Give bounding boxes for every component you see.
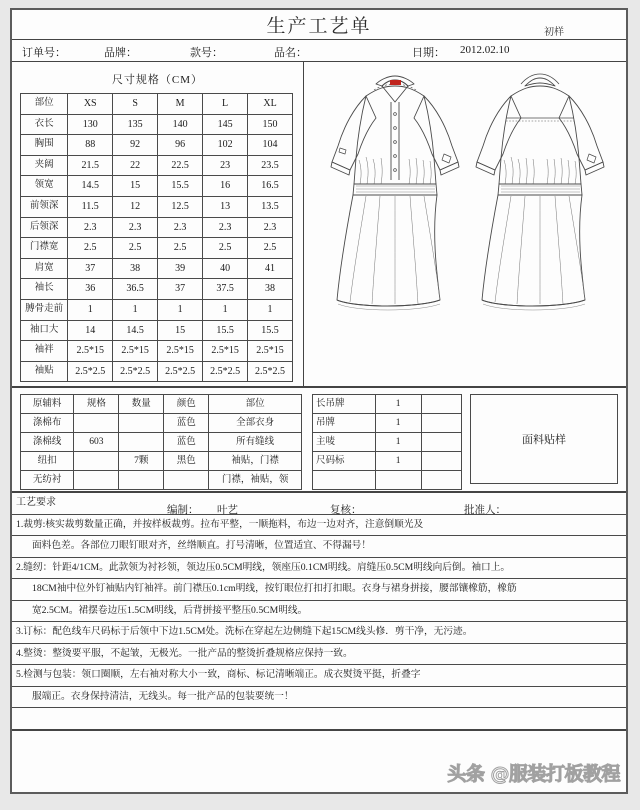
fabric-swatch-label: 面料贴样 [522,434,566,446]
spec-value-s: 135 [113,114,158,135]
label-note-cell [421,395,461,414]
spec-value-xs: 14.5 [68,176,113,197]
spec-row [21,299,293,320]
materials-spec-cell [74,414,119,433]
worksheet-page [10,8,628,794]
label-row [313,433,462,452]
spec-value-m: 12.5 [158,196,203,217]
materials-part-cell: 门襟，袖贴，领 [209,471,302,490]
spec-value-m: 15.5 [158,176,203,197]
materials-qty-cell [119,414,164,433]
materials-qty-cell: 7颗 [119,452,164,471]
materials-row [21,414,302,433]
materials-spec-cell [74,471,119,490]
spec-header-row [21,94,293,115]
spec-value-xl: 150 [248,114,293,135]
brand-label-accent [390,80,401,85]
order-no-label: 订单号： [22,47,66,59]
spec-value-l: 16 [203,176,248,197]
spec-value-s: 22 [113,155,158,176]
size-spec-table [20,93,293,382]
spec-part-label: 门襟宽 [21,238,68,259]
spec-row [21,279,293,300]
spec-value-l: 145 [203,114,248,135]
materials-color-cell [164,471,209,490]
process-line-row [12,708,626,730]
label-name-cell: 吊牌 [313,414,376,433]
spec-value-l: 1 [203,299,248,320]
process-line: 18CM袖中位外钉袖贴内钉袖袢。前门襟压0.1cm明线，按钉眼位打扣打扣眼。衣身与裙身拼接，腰部镶橡筋，橡筋 [12,579,626,601]
spec-part-label: 肩宽 [21,258,68,279]
spec-value-m: 15 [158,320,203,341]
spec-value-s: 14.5 [113,320,158,341]
spec-row [21,217,293,238]
process-line-row [12,643,626,665]
materials-name-cell: 纽扣 [21,452,74,471]
label-note-cell [421,414,461,433]
materials-color-cell: 蓝色 [164,433,209,452]
source-watermark: 头条 @服装打板教程 [447,763,620,785]
spec-row [21,176,293,197]
spec-value-xs: 2.5*15 [68,341,113,362]
spec-value-s: 2.5*15 [113,341,158,362]
spec-header-cell: L [203,94,248,115]
process-line: 面料色差。各部位刀眼钉眼对齐，丝绺顺直。打号清晰，位置适宜、不得漏号！ [12,536,626,558]
spec-part-label: 领宽 [21,176,68,197]
materials-header-cell: 数量 [119,395,164,414]
materials-name-cell: 无纺衬 [21,471,74,490]
spec-value-xl: 41 [248,258,293,279]
spec-value-xs: 1 [68,299,113,320]
label-note-cell [421,471,461,490]
spec-row [21,196,293,217]
process-heading: 工艺要求 [12,493,626,514]
spec-value-l: 102 [203,135,248,156]
materials-spec-cell [74,452,119,471]
spec-value-xs: 2.3 [68,217,113,238]
materials-qty-cell [119,471,164,490]
spec-value-xs: 36 [68,279,113,300]
spec-value-m: 37 [158,279,203,300]
spec-value-xs: 11.5 [68,196,113,217]
spec-value-xl: 15.5 [248,320,293,341]
process-line-row [12,622,626,644]
spec-value-s: 2.3 [113,217,158,238]
spec-part-label: 袖袢 [21,341,68,362]
process-line: 宽2.5CM。裙摆卷边压1.5CM明线，后背拼接平整压0.5CM明线。 [12,600,626,622]
materials-header-cell: 规格 [74,395,119,414]
label-qty-cell: 1 [375,433,421,452]
materials-header-row [21,395,302,414]
fabric-swatch-box [470,394,618,484]
label-qty-cell: 1 [375,414,421,433]
page-title: 生产工艺单 [266,16,372,37]
spec-value-s: 1 [113,299,158,320]
spec-value-xl: 2.5 [248,238,293,259]
date-label: 日期： [412,47,445,59]
spec-header-cell: XL [248,94,293,115]
process-line: 2.缝纫：针距4/1CM。此款领为衬衫领，领边压0.5CM明线，领座压0.1CM明线。肩缝压0.5CM明线向后倒。袖口上。 [12,557,626,579]
spec-value-l: 2.5*15 [203,341,248,362]
spec-part-label: 袖口大 [21,320,68,341]
materials-part-cell: 袖贴，门襟 [209,452,302,471]
spec-part-label: 后领深 [21,217,68,238]
labels-table [312,394,462,490]
spec-value-xs: 88 [68,135,113,156]
spec-part-label: 前领深 [21,196,68,217]
spec-value-l: 2.5 [203,238,248,259]
spec-value-l: 2.3 [203,217,248,238]
spec-row [21,114,293,135]
spec-value-m: 1 [158,299,203,320]
materials-section [12,388,626,493]
label-name-cell: 主唛 [313,433,376,452]
materials-row [21,471,302,490]
spec-part-label: 夹阔 [21,155,68,176]
spec-and-sketch-section [12,62,626,388]
label-qty-cell: 1 [375,452,421,471]
spec-value-xl: 16.5 [248,176,293,197]
spec-header-cell: S [113,94,158,115]
label-name-cell: 长吊牌 [313,395,376,414]
spec-value-s: 2.5 [113,238,158,259]
process-line-row [12,579,626,601]
spec-value-xl: 23.5 [248,155,293,176]
process-line-row [12,536,626,558]
spec-row [21,361,293,382]
style-no-label: 款号： [190,47,223,59]
signature-footer [12,493,626,529]
process-line: 4.整烫：整烫要平服，不起皱，无极光。一批产品的整烫折叠规格应保持一致。 [12,643,626,665]
process-line: 1.裁剪:核实裁剪数量正确，并按样板裁剪。拉布平整，一顺拖料，布边一边对齐，注意倒顺光及 [12,514,626,536]
spec-value-m: 2.5*2.5 [158,361,203,382]
spec-row [21,258,293,279]
process-line: 3.订标：配色线车尺码标于后领中下边1.5CM处。洗标在穿起左边侧缝下起15CM线头修．剪干净，无污迹。 [12,622,626,644]
spec-value-xs: 130 [68,114,113,135]
spec-value-xs: 21.5 [68,155,113,176]
spec-value-xs: 37 [68,258,113,279]
label-row [313,471,462,490]
spec-value-xl: 2.5*2.5 [248,361,293,382]
spec-value-m: 2.5 [158,238,203,259]
materials-qty-cell [119,433,164,452]
process-line [12,708,626,730]
materials-color-cell: 黑色 [164,452,209,471]
materials-header-cell: 原辅料 [21,395,74,414]
spec-header-cell: M [158,94,203,115]
spec-value-m: 39 [158,258,203,279]
brand-label: 品牌： [104,47,137,59]
spec-value-xs: 2.5 [68,238,113,259]
materials-name-cell: 涤棉布 [21,414,74,433]
spec-value-m: 22.5 [158,155,203,176]
spec-value-m: 140 [158,114,203,135]
compiled-by-value: 叶艺 [217,505,238,516]
spec-row [21,341,293,362]
spec-value-xs: 14 [68,320,113,341]
spec-value-l: 23 [203,155,248,176]
spec-value-l: 40 [203,258,248,279]
spec-value-l: 2.5*2.5 [203,361,248,382]
label-row [313,395,462,414]
spec-pane [12,62,304,386]
spec-caption: 尺寸规格（CM） [111,74,204,86]
spec-row [21,135,293,156]
process-line-row [12,665,626,687]
back-view-group [476,74,604,310]
spec-part-label: 袖贴 [21,361,68,382]
process-line-row [12,557,626,579]
spec-part-label: 袖长 [21,279,68,300]
materials-spec-cell: 603 [74,433,119,452]
spec-value-m: 96 [158,135,203,156]
date-value: 2012.02.10 [460,44,510,56]
materials-part-cell: 全部衣身 [209,414,302,433]
title-band [12,10,626,40]
spec-value-m: 2.3 [158,217,203,238]
spec-header-cell: 部位 [21,94,68,115]
process-line-row [12,600,626,622]
spec-value-l: 13 [203,196,248,217]
spec-value-s: 15 [113,176,158,197]
spec-value-s: 36.5 [113,279,158,300]
materials-part-cell: 所有缝线 [209,433,302,452]
spec-value-m: 2.5*15 [158,341,203,362]
spec-row [21,320,293,341]
spec-header-cell: XS [68,94,113,115]
materials-header-cell: 颜色 [164,395,209,414]
materials-name-cell: 涤棉线 [21,433,74,452]
materials-color-cell: 蓝色 [164,414,209,433]
spec-value-s: 2.5*2.5 [113,361,158,382]
spec-value-xl: 38 [248,279,293,300]
label-row [313,452,462,471]
product-name-label: 品名： [274,47,307,59]
label-note-cell [421,433,461,452]
spec-value-l: 37.5 [203,279,248,300]
materials-table [20,394,302,490]
process-line: 5.检测与包装：领口圈顺，左右袖对称大小一致，商标、标记清晰端正。成衣熨烫平挺，折叠字 [12,665,626,687]
spec-value-xs: 2.5*2.5 [68,361,113,382]
materials-header-cell: 部位 [209,395,302,414]
label-qty-cell: 1 [375,395,421,414]
spec-value-xl: 2.3 [248,217,293,238]
materials-row [21,452,302,471]
spec-value-xl: 1 [248,299,293,320]
label-name-cell: 尺码标 [313,452,376,471]
reviewed-by-label: 复核： [330,505,362,516]
compiled-by-label: 编制： [167,505,199,516]
order-info-row [12,40,626,62]
process-line: 服端正。衣身保持清洁，无线头。每一批产品的包装要统一！ [12,686,626,708]
spec-value-xl: 2.5*15 [248,341,293,362]
technical-flat-sketch [304,62,626,386]
spec-part-label: 膊骨走前 [21,299,68,320]
spec-row [21,155,293,176]
spec-row [21,238,293,259]
spec-value-s: 92 [113,135,158,156]
spec-value-l: 15.5 [203,320,248,341]
spec-value-s: 12 [113,196,158,217]
materials-row [21,433,302,452]
spec-part-label: 胸围 [21,135,68,156]
spec-value-s: 38 [113,258,158,279]
front-view-group [331,76,459,310]
approved-by-label: 批准人： [464,505,506,516]
spec-value-xl: 104 [248,135,293,156]
label-qty-cell [375,471,421,490]
label-row [313,414,462,433]
sample-stage-label: 初样 [544,27,564,38]
spec-value-xl: 13.5 [248,196,293,217]
label-note-cell [421,452,461,471]
process-line-row [12,686,626,708]
spec-part-label: 衣长 [21,114,68,135]
label-name-cell [313,471,376,490]
